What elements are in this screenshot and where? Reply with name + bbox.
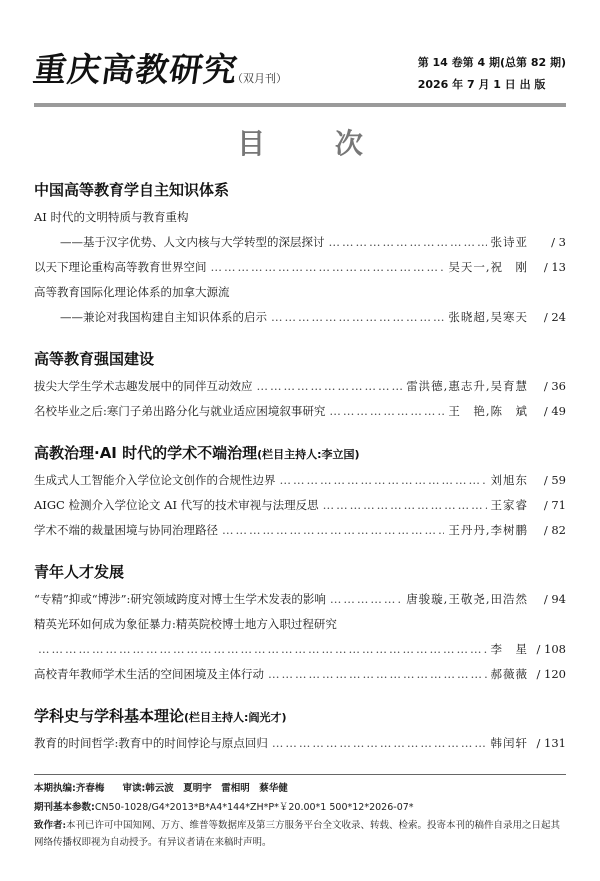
entry-author: 吴天一,祝 刚 [448, 260, 528, 274]
dot-leader [271, 305, 444, 330]
toc-entry[interactable] [34, 399, 566, 424]
section-title-text: 高等教育强国建设 [34, 350, 155, 368]
toc-entry[interactable] [34, 468, 566, 493]
dot-leader [329, 399, 444, 424]
footer [34, 774, 566, 851]
toc-entry[interactable] [34, 587, 566, 612]
toc-entry[interactable] [34, 731, 566, 756]
entry-page: / 59 [543, 473, 566, 487]
entry-page: / 82 [543, 523, 566, 537]
entry-title: 拔尖大学生学术志趣发展中的同伴互动效应 [34, 379, 253, 393]
entry-author: 王家睿 [490, 498, 528, 512]
dot-leader [323, 493, 487, 518]
entry-page: / 108 [536, 642, 566, 656]
notice-label: 致作者: [34, 820, 67, 831]
editor-name: 齐春梅 [75, 783, 105, 794]
section-title-text: 青年人才发展 [34, 563, 125, 581]
dot-leader [38, 637, 487, 662]
section-host-note: (栏目主持人:李立国) [257, 448, 360, 461]
entry-page: / 94 [543, 592, 566, 606]
publish-date: 2026 年 7 月 1 日 出 版 [417, 78, 546, 91]
toc-entry[interactable] [34, 518, 566, 543]
journal-params: CN50-1028/G4*2013*B*A4*144*ZH*P*￥20.00*1 500*12*2026-07* [94, 802, 414, 813]
section-title-text: 高教治理·AI 时代的学术不端治理 [34, 444, 258, 462]
proof-label: 审读: [122, 783, 146, 794]
entry-title: 教育的时间哲学:教育中的时间悖论与原点回归 [34, 736, 268, 750]
section-title [34, 701, 566, 731]
toc-entry[interactable] [34, 637, 566, 662]
footer-params-line [34, 798, 566, 817]
entry-author: 王 艳,陈 斌 [448, 404, 528, 418]
toc-section [34, 438, 566, 543]
entry-author: 李 星 [490, 642, 528, 656]
entry-title: ——兼论对我国构建自主知识体系的启示 [60, 310, 267, 324]
toc-entry[interactable] [34, 662, 566, 687]
proofreaders: 韩云波 夏明宇 雷相明 蔡华健 [145, 783, 288, 794]
table-of-contents [34, 175, 566, 770]
entry-page: / 131 [536, 736, 566, 750]
section-title-text: 学科史与学科基本理论 [34, 707, 185, 725]
dot-leader [329, 230, 487, 255]
entry-page: / 71 [543, 498, 566, 512]
issue-info [418, 52, 566, 96]
toc-entry[interactable] [34, 205, 566, 230]
toc-title: 目 次 [237, 127, 393, 160]
entry-page: / 36 [543, 379, 566, 393]
entry-page: / 24 [543, 310, 566, 324]
header-rule [34, 103, 566, 107]
toc-section [34, 701, 566, 756]
entry-title: 高校青年教师学术生活的空间困境及主体行动 [34, 667, 264, 681]
entry-author: 刘旭东 [490, 473, 528, 487]
params-label: 期刊基本参数: [34, 802, 95, 813]
journal-logo: 重庆高教研究 [30, 50, 241, 89]
toc-entry[interactable] [34, 280, 566, 305]
volume-issue: 第 14 卷第 4 期(总第 82 期) [417, 56, 566, 69]
section-title [34, 344, 566, 374]
toc-section [34, 344, 566, 424]
entry-author: 韩闰轩 [490, 736, 528, 750]
journal-frequency: （双月刊） [232, 72, 287, 85]
toc-section [34, 175, 566, 330]
toc-entry[interactable] [34, 374, 566, 399]
section-host-note: (栏目主持人:阎光才) [184, 711, 287, 724]
dot-leader [257, 374, 403, 399]
footer-staff-line [34, 779, 566, 798]
editor-label: 本期执编: [34, 783, 76, 794]
section-title [34, 438, 566, 468]
masthead [30, 40, 566, 102]
entry-page: / 3 [551, 235, 566, 249]
entry-title: 生成式人工智能介入学位论文创作的合规性边界 [34, 473, 276, 487]
toc-entry[interactable] [34, 612, 566, 637]
entry-title: “专精”抑或“博涉”:研究领域跨度对博士生学术发表的影响 [34, 592, 326, 606]
section-title-text: 中国高等教育学自主知识体系 [34, 181, 230, 199]
toc-entry[interactable] [34, 493, 566, 518]
entry-author: 郝薇薇 [490, 667, 528, 681]
entry-author: 张晓超,吴寒天 [448, 310, 528, 324]
entry-title: 高等教育国际化理论体系的加拿大源流 [34, 285, 230, 299]
toc-entry[interactable] [34, 230, 566, 255]
entry-title: 以天下理论重构高等教育世界空间 [34, 260, 207, 274]
section-title [34, 175, 566, 205]
entry-author: 唐骏璇,王敬尧,田浩然 [406, 592, 528, 606]
entry-author: 雷洪德,惠志升,吴育慧 [406, 379, 528, 393]
entry-title: AIGC 检测介入学位论文 AI 代写的技术审视与法理反思 [34, 498, 319, 512]
entry-title: ——基于汉字优势、人文内核与大学转型的深层探讨 [60, 235, 325, 249]
entry-title: 精英光环如何成为象征暴力:精英院校博士地方入职过程研究 [34, 617, 337, 631]
dot-leader [211, 255, 445, 280]
notice-text: 本刊已许可中国知网、万方、维普等数据库及第三方服务平台全文收录、转载、检索。投寄本刊的稿件自录用之日起其网络传播权即视为自动授予。有异议者请在来稿时声明。 [34, 820, 561, 848]
dot-leader [268, 662, 487, 687]
dot-leader [222, 518, 444, 543]
entry-page: / 13 [543, 260, 566, 274]
entry-author: 张诗亚 [490, 235, 528, 249]
entry-title: 名校毕业之后:寒门子弟出路分化与就业适应困境叙事研究 [34, 404, 326, 418]
footer-notice [34, 817, 566, 851]
entry-page: / 49 [543, 404, 566, 418]
entry-title: AI 时代的文明特质与教育重构 [34, 210, 189, 224]
toc-entry[interactable] [34, 305, 566, 330]
toc-entry[interactable] [34, 255, 566, 280]
entry-author: 王丹丹,李树鹏 [448, 523, 528, 537]
dot-leader [280, 468, 487, 493]
dot-leader [330, 587, 402, 612]
dot-leader [272, 731, 487, 756]
entry-title: 学术不端的裁量困境与协同治理路径 [34, 523, 218, 537]
entry-page: / 120 [536, 667, 566, 681]
toc-section [34, 557, 566, 687]
section-title [34, 557, 566, 587]
